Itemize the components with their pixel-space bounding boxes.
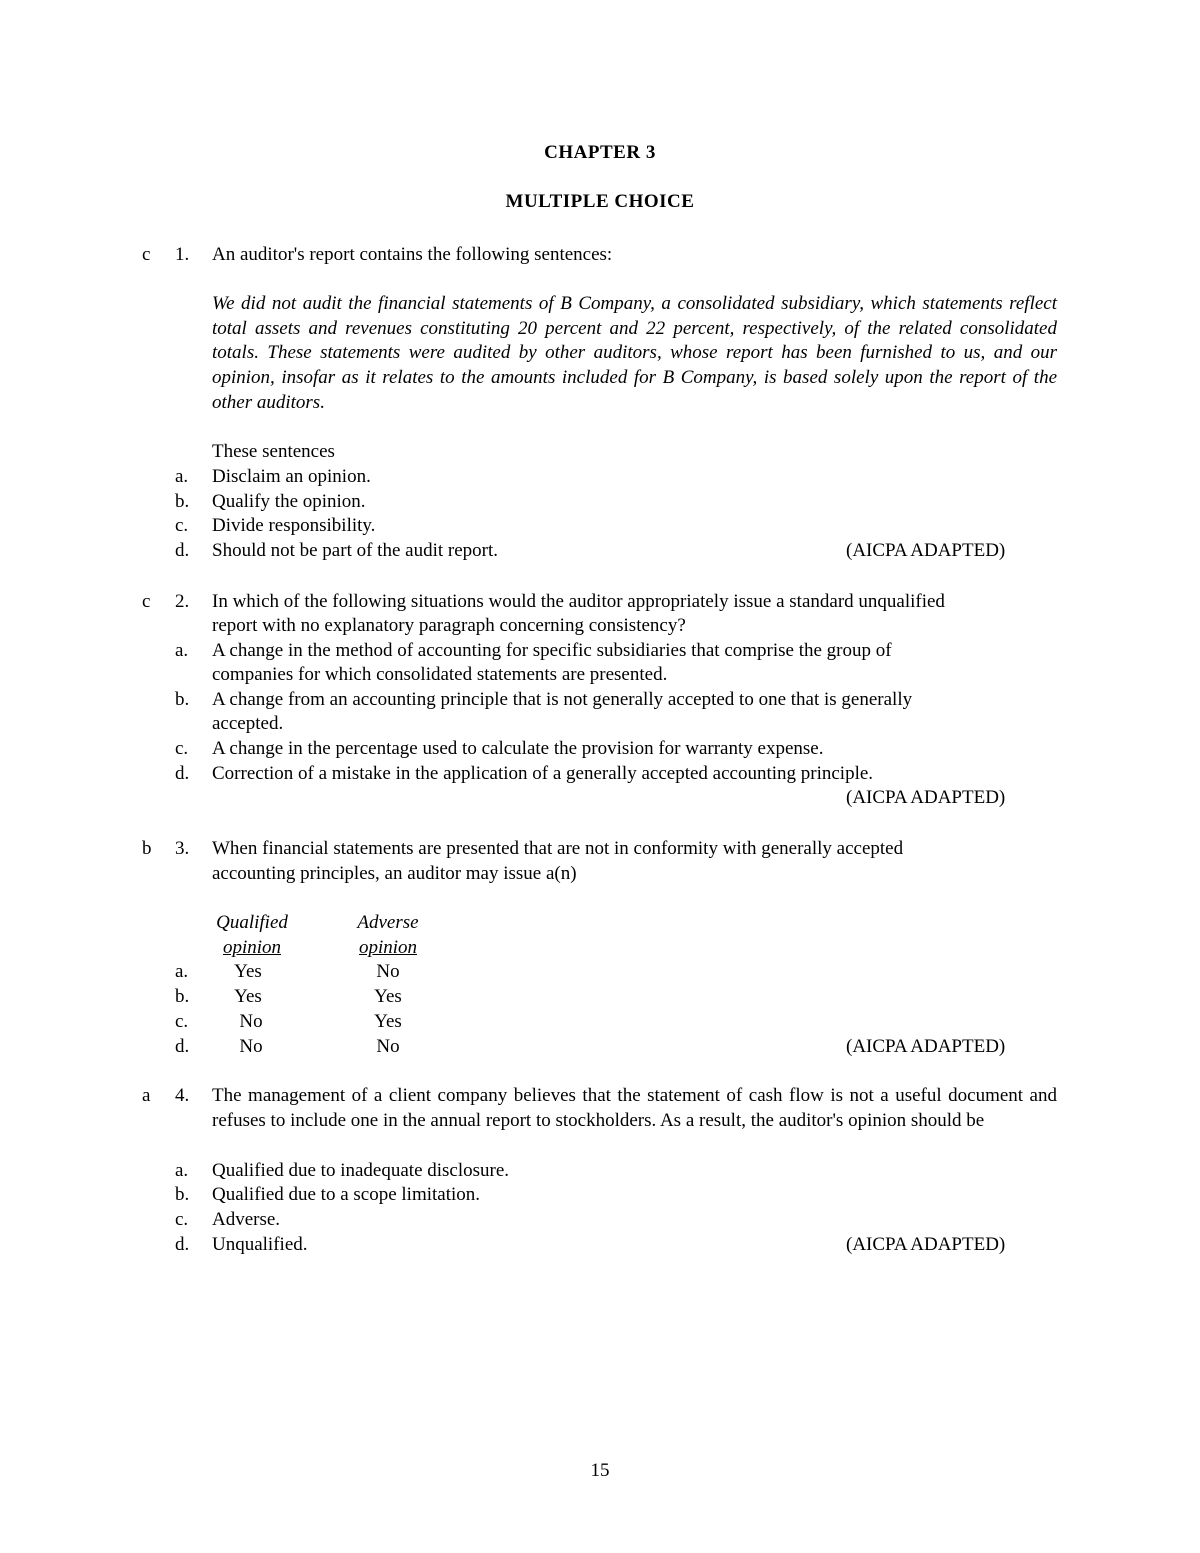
option-letter: c. [175, 1011, 189, 1032]
question-stem-line: report with no explanatory paragraph concerning consistency? [212, 615, 686, 636]
table-header-qualified [207, 911, 297, 960]
option-text: Adverse. [212, 1209, 281, 1230]
question-lead: These sentences [212, 441, 335, 462]
question-stem-line: When financial statements are presented that are not in conformity with generally accepted [212, 838, 904, 859]
header-line-underlined: opinion [358, 936, 418, 958]
table-cell: Yes [374, 986, 402, 1007]
option-letter: b. [175, 689, 190, 710]
option-letter: d. [175, 540, 190, 561]
answer-key: c [142, 244, 151, 265]
question-number: 3. [175, 838, 190, 859]
question-number: 2. [175, 591, 190, 612]
answer-key: a [142, 1085, 151, 1106]
option-text: Should not be part of the audit report. [212, 540, 498, 561]
section-title: MULTIPLE CHOICE [505, 191, 695, 212]
page-number: 15 [590, 1460, 610, 1481]
option-text: Qualified due to a scope limitation. [212, 1184, 481, 1205]
table-cell: Yes [234, 961, 262, 982]
answer-key: b [142, 838, 152, 859]
option-letter: a. [175, 961, 189, 982]
table-cell: Yes [234, 986, 262, 1007]
option-letter: d. [175, 1036, 190, 1057]
option-text: A change in the method of accounting for specific subsidiaries that comprise the group of [212, 640, 892, 661]
option-text: Qualify the opinion. [212, 491, 366, 512]
option-text: accepted. [212, 713, 284, 734]
question-stem-line: In which of the following situations would the auditor appropriately issue a standard unqualified [212, 591, 945, 612]
option-text: A change in the percentage used to calculate the provision for warranty expense. [212, 738, 824, 759]
answer-key: c [142, 591, 151, 612]
question-stem: An auditor's report contains the following sentences: [212, 244, 613, 265]
table-cell: Yes [374, 1011, 402, 1032]
quoted-report-text: We did not audit the financial statements of B Company, a consolidated subsidiary, which statements reflect total assets and revenues constituting 20 percent and 22 percent, respectively, of the related consolidated totals. These statements were audited by other auditors, whose report has been furnished to us, and our opinion, insofar as it relates to the amounts included for B Company, is based solely upon the report of the other auditors. [212, 293, 1057, 413]
option-letter: c. [175, 738, 189, 759]
source-label: (AICPA ADAPTED) [846, 1036, 1006, 1057]
source-label: (AICPA ADAPTED) [846, 1234, 1006, 1255]
option-text: Disclaim an opinion. [212, 466, 371, 487]
question-number: 4. [175, 1085, 190, 1106]
table-cell: No [376, 961, 400, 982]
table-cell: No [239, 1011, 263, 1032]
chapter-title: CHAPTER 3 [544, 142, 656, 163]
option-text: Correction of a mistake in the application of a generally accepted accounting principle. [212, 763, 874, 784]
option-letter: a. [175, 1160, 189, 1181]
question-number: 1. [175, 244, 190, 265]
option-text: companies for which consolidated statements are presented. [212, 664, 668, 685]
table-cell: No [239, 1036, 263, 1057]
option-letter: c. [175, 1209, 189, 1230]
table-header-adverse [343, 911, 433, 960]
option-letter: d. [175, 763, 190, 784]
option-letter: a. [175, 640, 189, 661]
question-stem-line: accounting principles, an auditor may issue a(n) [212, 863, 577, 884]
option-letter: b. [175, 986, 190, 1007]
question-stem: The management of a client company believes that the statement of cash flow is not a useful document and refuses to include one in the annual report to stockholders. As a result, the auditor's opinion should be [212, 1085, 1057, 1131]
header-line: Qualified [216, 912, 288, 933]
option-letter: b. [175, 1184, 190, 1205]
option-text: A change from an accounting principle that is not generally accepted to one that is generally [212, 689, 913, 710]
option-letter: c. [175, 515, 189, 536]
table-cell: No [376, 1036, 400, 1057]
header-line: Adverse [357, 912, 419, 933]
source-label: (AICPA ADAPTED) [846, 540, 1006, 561]
option-text: Qualified due to inadequate disclosure. [212, 1160, 510, 1181]
option-text: Divide responsibility. [212, 515, 376, 536]
option-letter: b. [175, 491, 190, 512]
source-label: (AICPA ADAPTED) [846, 787, 1006, 808]
option-letter: d. [175, 1234, 190, 1255]
header-line-underlined: opinion [222, 936, 282, 958]
option-letter: a. [175, 466, 189, 487]
option-text: Unqualified. [212, 1234, 308, 1255]
